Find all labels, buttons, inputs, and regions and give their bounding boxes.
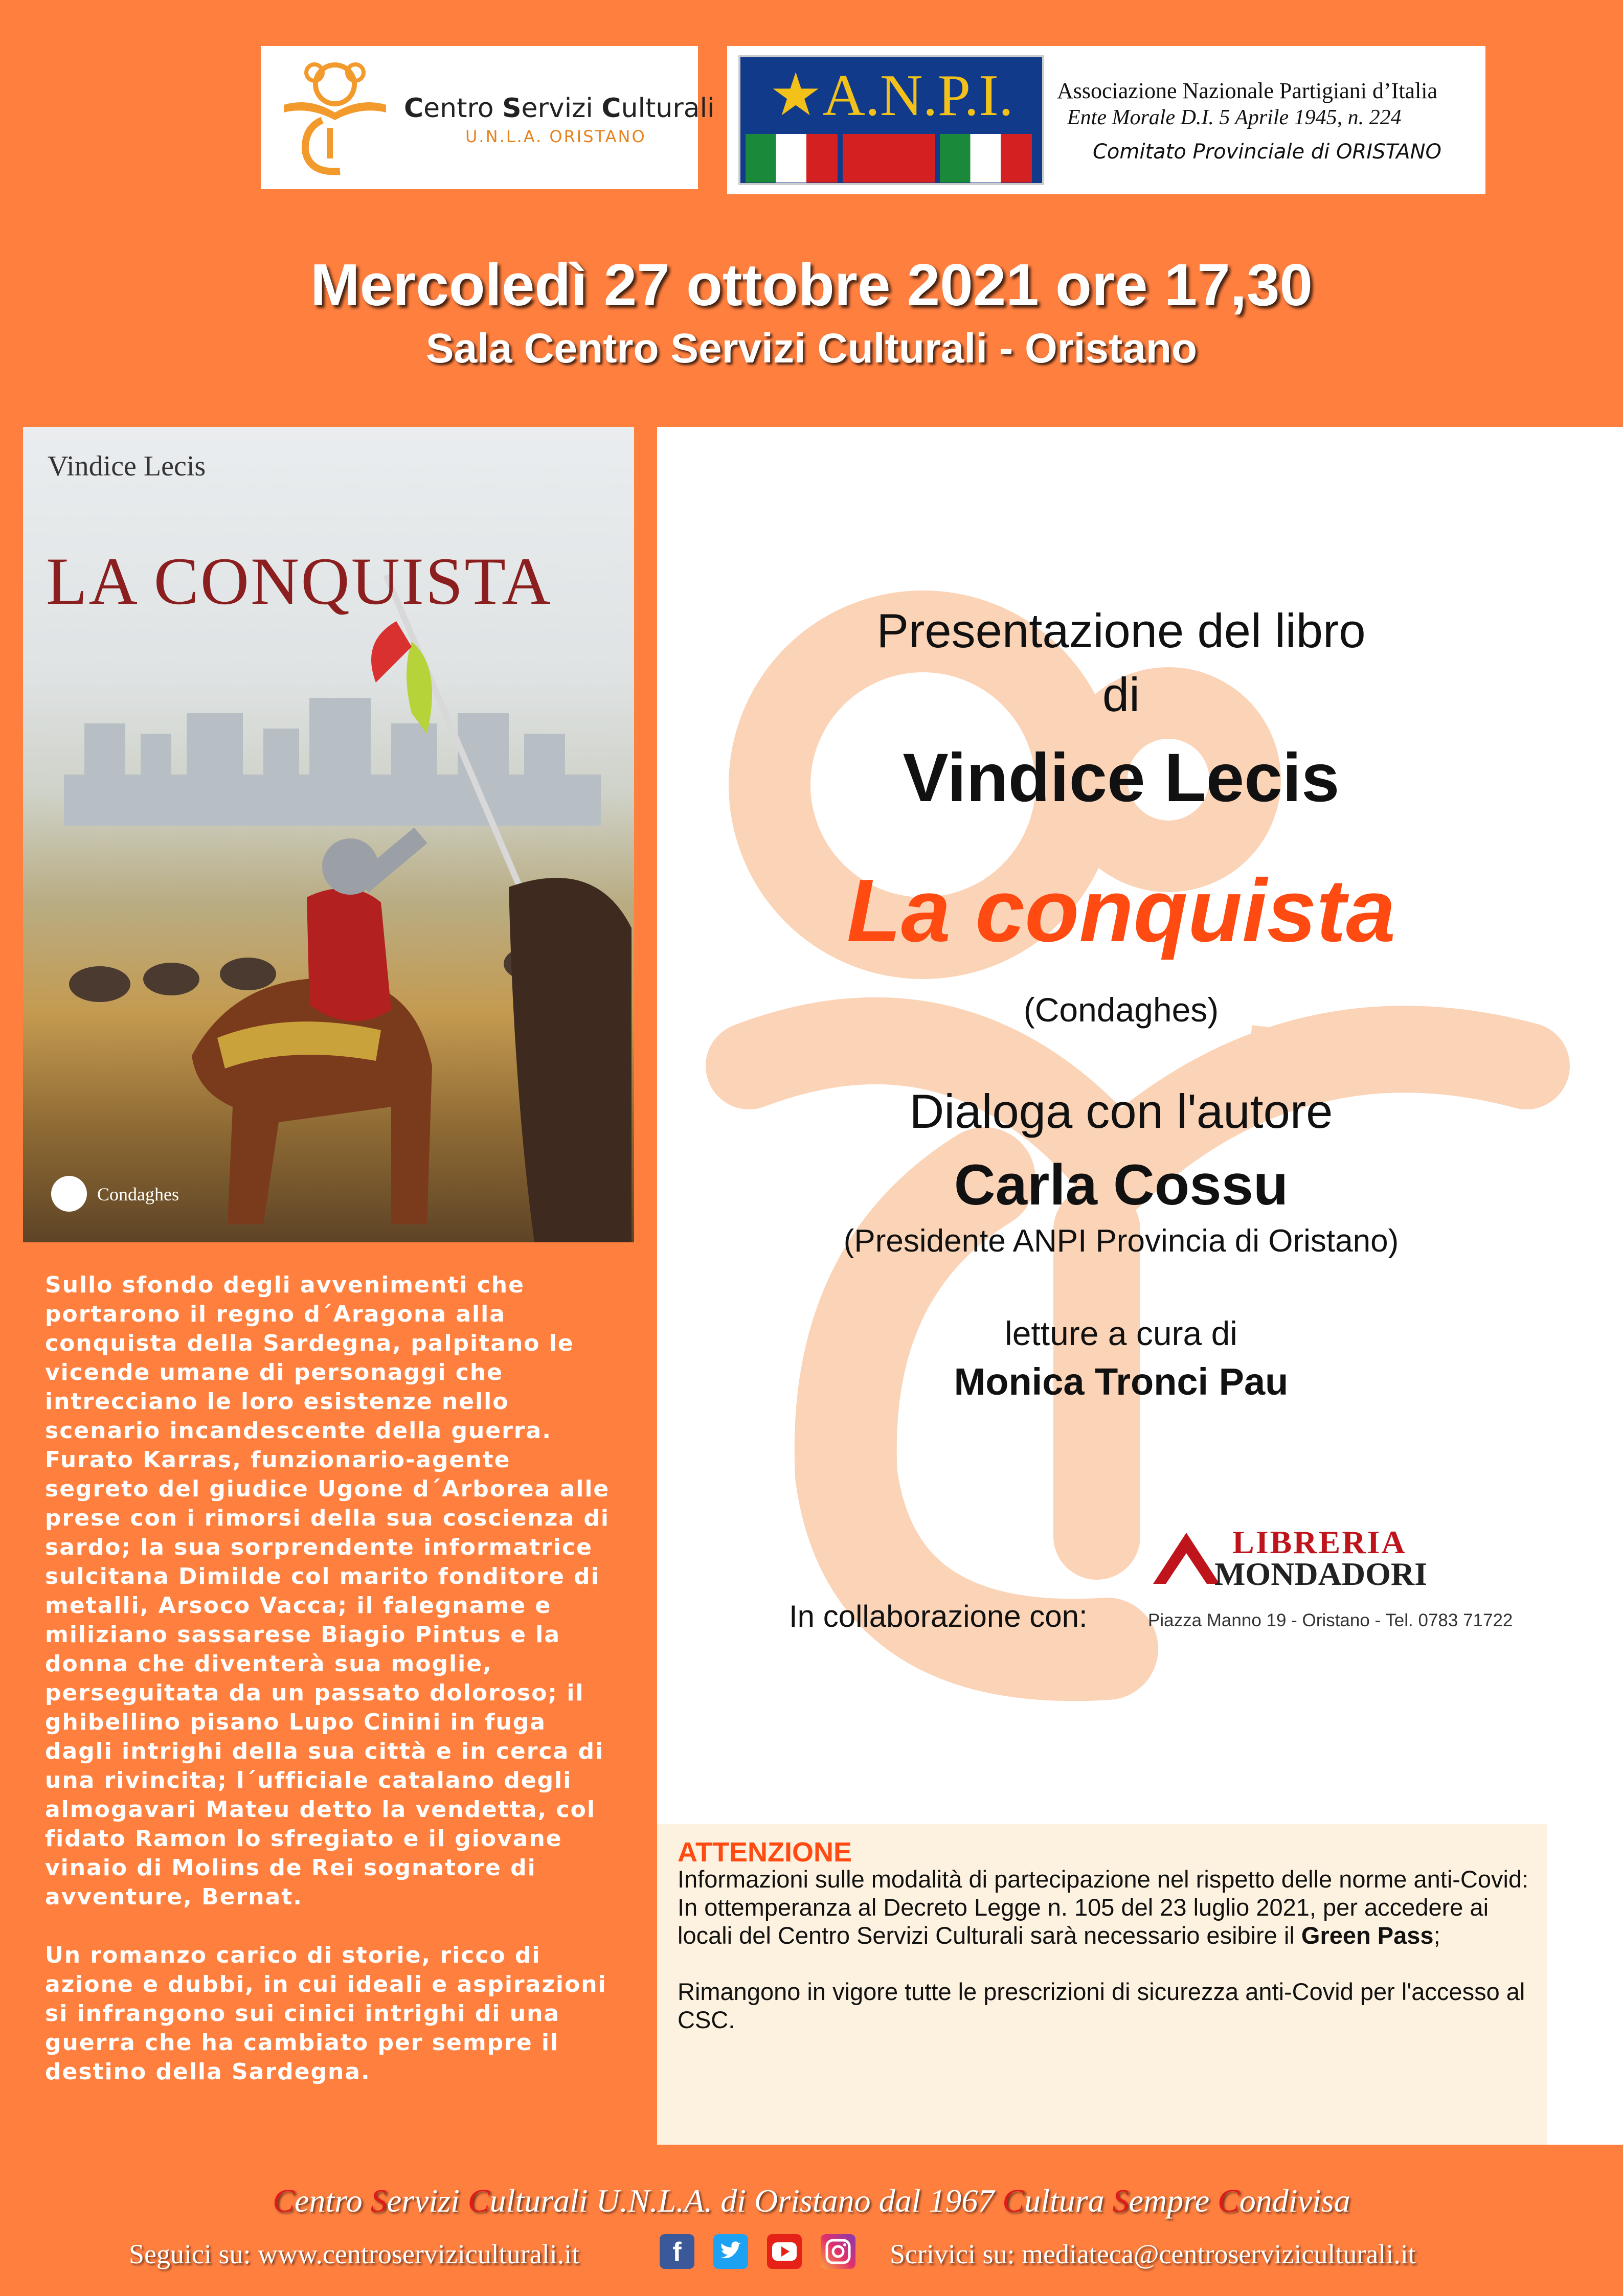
footer-motto: Centro Servizi Culturali U.N.L.A. di Oristano dal 1967 Cultura Sempre Condivisa — [273, 2183, 1350, 2219]
anpi-logo — [727, 46, 1485, 194]
collab-label: In collaborazione con: — [789, 1599, 1088, 1633]
instagram-icon[interactable] — [821, 2234, 855, 2269]
csc-logo-subtitle: U.N.L.A. ORISTANO — [465, 127, 646, 146]
flag-right — [940, 134, 1032, 183]
reader-name: Monica Tronci Pau — [954, 1360, 1289, 1403]
event-date: Mercoledì 27 ottobre 2021 ore 17,30 — [310, 252, 1313, 318]
twitter-icon[interactable] — [713, 2234, 748, 2269]
flag-center — [843, 134, 935, 183]
anpi-emblem — [738, 55, 1044, 185]
partner-address: Piazza Manno 19 - Oristano - Tel. 0783 71722 — [1148, 1610, 1513, 1630]
cover-author: Vindice Lecis — [48, 450, 206, 482]
cover-title: LA CONQUISTA — [46, 543, 552, 619]
anpi-decree: Ente Morale D.I. 5 Aprile 1945, n. 224 — [1067, 106, 1402, 129]
anpi-committee: Comitato Provinciale di ORISTANO — [1093, 140, 1441, 164]
facebook-icon[interactable]: f — [660, 2234, 694, 2269]
readings-label: letture a cura di — [1005, 1314, 1237, 1352]
moderator-role: (Presidente ANPI Provincia di Oristano) — [843, 1223, 1399, 1259]
mondadori-logo — [1148, 1524, 1516, 1656]
mondadori-rose-icon — [1148, 1528, 1225, 1589]
dialog-label: Dialoga con l'autore — [909, 1084, 1333, 1138]
anpi-emblem-text: ★A.N.P.I. — [769, 63, 1013, 128]
book-synopsis — [45, 1270, 618, 2116]
anpi-name: Associazione Nazionale Partigiani d’Italia — [1057, 78, 1438, 103]
footer-email[interactable]: Scrivici su: mediateca@centroserviziculturali.it — [890, 2239, 1416, 2269]
partner-line2: MONDADORI — [1214, 1556, 1427, 1592]
cover-publisher: Condaghes — [97, 1184, 179, 1204]
csc-logo — [261, 46, 715, 189]
event-book-title: La conquista — [846, 860, 1396, 960]
csc-logo-title: Centro Servizi Culturali — [404, 93, 715, 124]
event-author: Vindice Lecis — [903, 740, 1340, 816]
notice-title: ATTENZIONE — [678, 1837, 852, 1868]
notice-paragraph: Rimangono in vigore tutte le prescrizioni di sicurezza anti-Covid per l'accesso al CSC. — [678, 1978, 1525, 2033]
intro-di: di — [1102, 668, 1140, 721]
notice-paragraph: Informazioni sulle modalità di partecipazione nel rispetto delle norme anti-Covid: — [678, 1866, 1529, 1893]
notice-paragraph: In ottemperanza al Decreto Legge n. 105 del 23 luglio 2021, per accedere ai locali del Centro Servizi Culturali sarà necessario esibire il Green Pass; — [678, 1894, 1489, 1949]
csc-book-icon — [274, 56, 396, 179]
footer-website[interactable]: Seguici su: www.centroserviziculturali.it — [129, 2239, 580, 2269]
book-cover — [23, 427, 634, 1242]
partner-line1: LIBRERIA — [1232, 1524, 1407, 1560]
flag-left — [746, 134, 838, 183]
event-venue: Sala Centro Servizi Culturali - Oristano — [425, 325, 1198, 372]
condaghes-logo-icon — [51, 1176, 87, 1212]
intro-line: Presentazione del libro — [876, 604, 1366, 657]
notice-body — [678, 1865, 1537, 2034]
event-publisher: (Condaghes) — [1023, 991, 1219, 1029]
synopsis-paragraph: Un romanzo carico di storie, ricco di azione e dubbi, in cui ideali e aspirazioni si infrangono sui cinici intrighi di una guerra che ha cambiato per sempre il destino della Sardegna. — [45, 1942, 607, 2085]
covid-notice — [657, 1824, 1547, 2145]
moderator-name: Carla Cossu — [954, 1153, 1289, 1217]
synopsis-paragraph: Sullo sfondo degli avvenimenti che portarono il regno d´Aragona alla conquista della Sardegna, palpitano le vicende umane di personaggi che intrecciano le loro esistenze nello scenario incandescente della guerra. Furato Karras, funzionario-agente segreto del giudice Ugone d´Arborea alle prese con i rimorsi della sua coscienza di sardo; la sua sorprendente informatrice sulcitana Dimilde col marito fonditore di metalli, Arsoco Vacca; il falegname e miliziano sassarese Biagio Pintus e la donna che diventerà sua moglie, perseguitata da un passato doloroso; il ghibellino pisano Lupo Cinini in fuga dagli intrighi della sua città e in cerca di una rivincita; l´ufficiale catalano degli almogavari Mateu detto la vendetta, col fidato Ramon lo sfregiato e il giovane vinaio di Molins de Rei sognatore di avventure, Bernat. — [45, 1272, 610, 1910]
youtube-icon[interactable] — [767, 2234, 802, 2269]
